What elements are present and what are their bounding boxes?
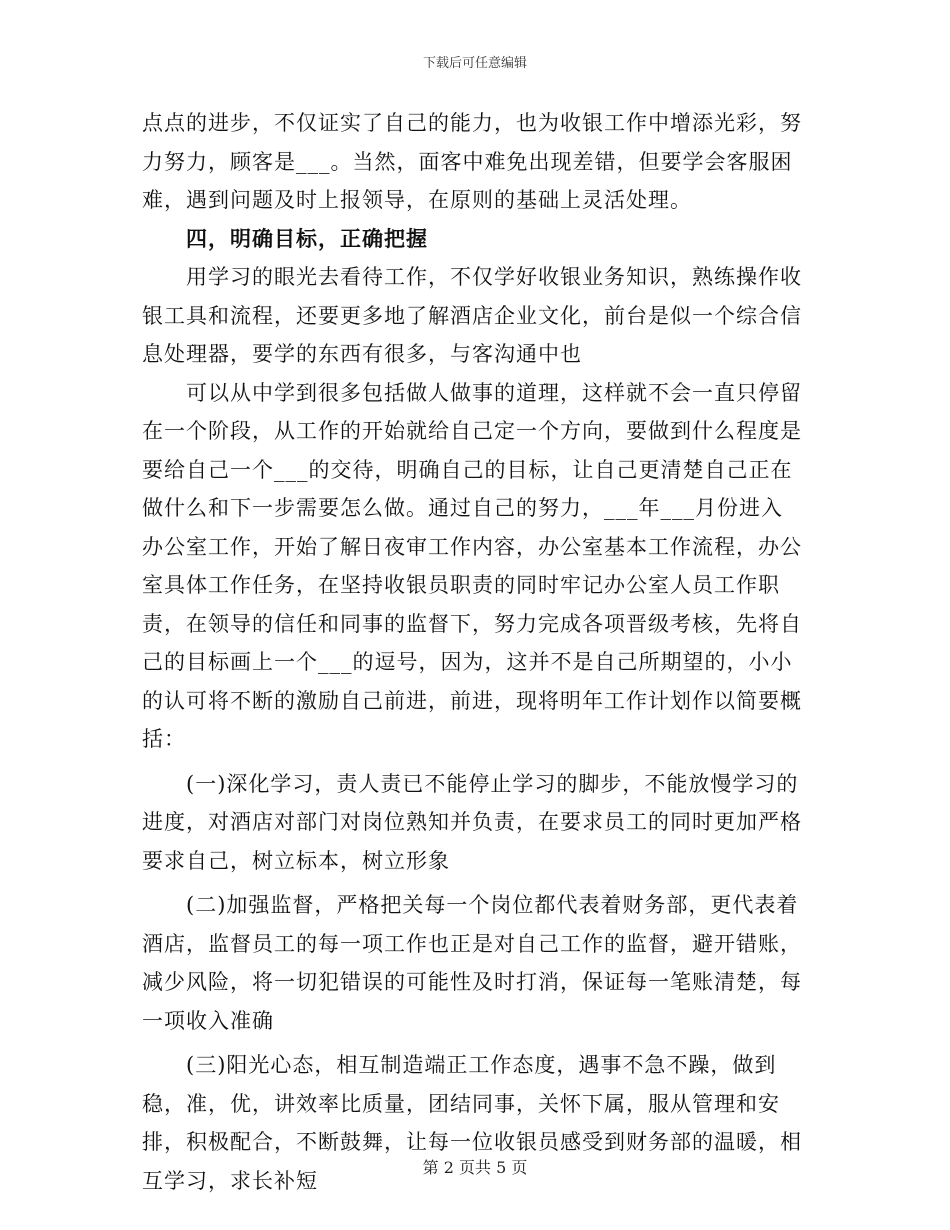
- page-footer-number: 第 2 页共 5 页: [422, 1158, 528, 1177]
- page-header-note: 下载后可任意编辑: [422, 56, 527, 71]
- paragraph: 可以从中学到很多包括做人做事的道理，这样就不会一直只停留在一个阶段，从工作的开始就给自己定一个方向，要做到什么程度是要给自己一个___的交待，明确自己的目标，让自己更清楚自己正在做什么和下一步需要怎么做。通过自己的努力，___年___月份进入办公室工作，开始了解日夜审工作内容，办公室基本工作流程，办公室具体工作任务，在坚持收银员职责的同时牢记办公室人员工作职责，在领导的信任和同事的监督下，努力完成各项晋级考核，先将自己的目标画上一个___的逗号，因为，这并不是自己所期望的，小小的认可将不断的激励自己前进，前进，现将明年工作计划作以简要概括：: [142, 380, 802, 751]
- paragraph-continuation: 点点的进步，不仅证实了自己的能力，也为收银工作中增添光彩，努力努力，顾客是___。当然，面客中难免出现差错，但要学会客服困难，遇到问题及时上报领导，在原则的基础上灵活处理。: [142, 111, 802, 212]
- document-body: [142, 104, 802, 1200]
- paragraph: 用学习的眼光去看待工作，不仅学好收银业务知识，熟练操作收银工具和流程，还要更多地了解酒店企业文化，前台是似一个综合信息处理器，要学的东西有很多，与客沟通中也: [142, 265, 802, 366]
- section-heading: 四，明确目标，正确把握: [186, 226, 428, 251]
- plan-item-1: (一)深化学习，责人责已不能停止学习的脚步，不能放慢学习的进度，对酒店对部门对岗位熟知并负责，在要求员工的同时更加严格要求自己，树立标本，树立形象: [142, 771, 802, 873]
- plan-item-2: (二)加强监督，严格把关每一个岗位都代表着财务部，更代表着酒店，监督员工的每一项工作也正是对自己工作的监督，避开错账，减少风险，将一切犯错误的可能性及时打消，保证每一笔账清楚，每一项收入准确: [142, 893, 802, 1033]
- plan-item-3: (三)阳光心态，相互制造端正工作态度，遇事不急不躁，做到稳，准，优，讲效率比质量，团结同事，关怀下属，服从管理和安排，积极配合，不断鼓舞，让每一位收银员感受到财务部的温暖，相互学习，求长补短: [142, 1053, 802, 1193]
